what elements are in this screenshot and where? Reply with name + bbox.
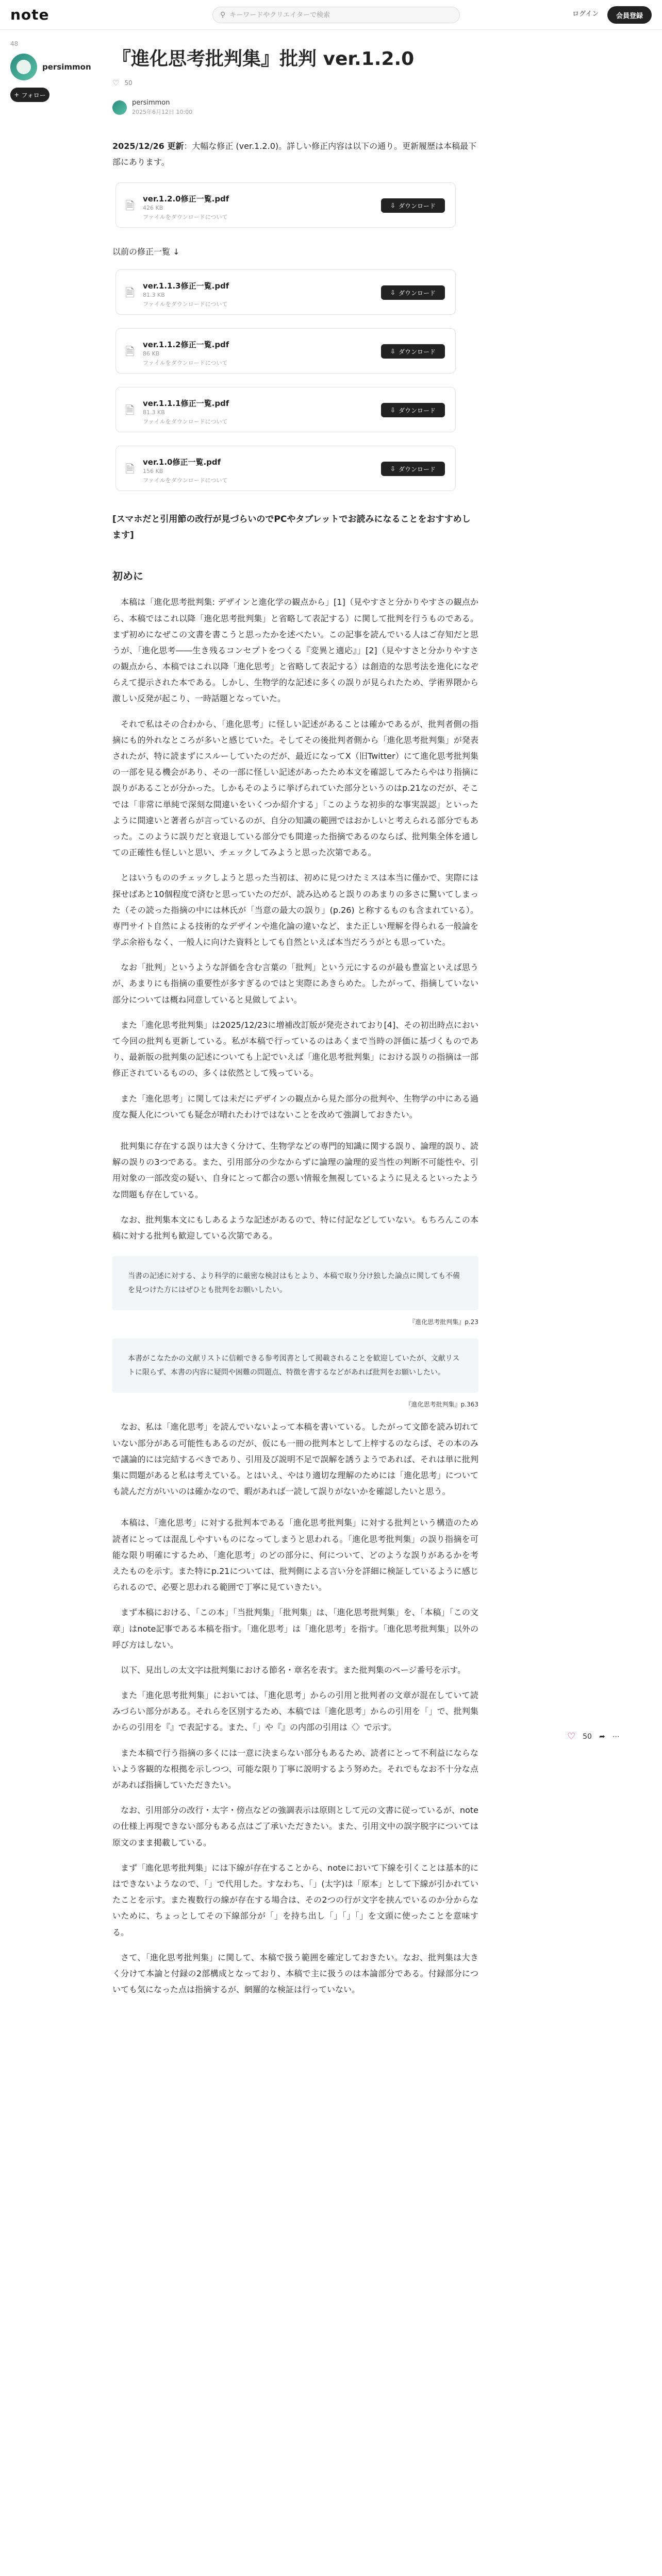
floating-action-bar: [567, 1731, 620, 1742]
file-hint-link[interactable]: ファイルをダウンロードについて: [143, 214, 228, 221]
download-button[interactable]: [381, 462, 445, 476]
file-attachment: [115, 387, 456, 432]
file-attachment: [115, 328, 456, 374]
author-sidebar: [10, 40, 103, 102]
login-button[interactable]: ログイン: [572, 10, 599, 18]
like-row: [112, 78, 478, 88]
body-paragraph: なお「批判」というような評価を含む言葉の「批判」という元にするのが最も豊富といえば思うが、あまりにも指摘の重要性が多すぎるのではと実際にあきらめた。したがって、指摘していない部分については概ね同意していると見做してよい。: [112, 962, 478, 1005]
file-icon: 🗎: [125, 287, 135, 300]
article: [112, 40, 478, 2007]
top-navigation-bar: [0, 0, 662, 30]
avatar[interactable]: [112, 100, 127, 115]
body-paragraph: また「進化思考批判集」は2025/12/23に増補改訂版が発売されており[4]、その初出時点において今回の批判も更新している。私が本稿で行っているのはあくまで当時の評価に基づくものであり、最新版の批判集の記述についても上記でいえば「進化思考批判集」における誤りの指摘は一部修正されているものの、多くは依然として残っている。: [112, 1020, 478, 1078]
update-note: [112, 139, 478, 170]
body-paragraph: まず本稿における、「この本」「当批判集」「批判集」は、「進化思考批判集」を、「本稿」「この文章」はnote記事である本稿を指す。「進化思考」は「進化思考」を指す。「進化思考批判集」以外の呼び方はしない。: [112, 1607, 478, 1650]
file-attachment: [115, 269, 456, 315]
share-icon[interactable]: ➦: [599, 1732, 605, 1741]
download-label: ダウンロード: [399, 348, 436, 355]
download-button[interactable]: [381, 344, 445, 359]
avatar[interactable]: [10, 54, 37, 80]
download-icon: ⇩: [390, 465, 396, 473]
file-icon: 🗎: [125, 404, 135, 418]
body-paragraph: さて、「進化思考批判集」に関して、本稿で扱う範囲を確定しておきたい。なお、批判集は大きく分けて本論と付録の2部構成となっており、本稿で主に扱うのは本論部分である。付録部分についても気になった点は指摘するが、網羅的な検証は行っていない。: [112, 1952, 478, 1995]
page-title: 『進化思考批判集』批判 ver.1.2.0: [112, 48, 415, 70]
search-box[interactable]: [212, 7, 460, 23]
follow-label: フォロー: [21, 91, 46, 99]
heart-icon[interactable]: ♡: [112, 78, 120, 88]
update-text: ：大幅な修正 (ver.1.2.0)。詳しい修正内容は以下の通り。更新履歴は本稿最下部にあります。: [112, 141, 477, 167]
publish-date: 2025年6月12日 10:00: [132, 109, 193, 116]
like-count: 50: [583, 1732, 592, 1741]
download-button[interactable]: [381, 285, 445, 300]
search-icon: ⚲: [220, 11, 226, 19]
file-hint-link[interactable]: ファイルをダウンロードについて: [143, 301, 228, 308]
download-label: ダウンロード: [399, 289, 436, 297]
quote-citation: 『進化思考批判集』p.363: [405, 1401, 478, 1409]
file-name: ver.1.0修正一覧.pdf: [143, 457, 221, 467]
file-hint-link[interactable]: ファイルをダウンロードについて: [143, 360, 228, 367]
file-size: 81.3 KB: [143, 409, 165, 416]
person-add-icon: +: [14, 91, 20, 98]
file-name: ver.1.1.2修正一覧.pdf: [143, 340, 229, 350]
download-icon: ⇩: [390, 202, 396, 210]
register-button[interactable]: 会員登録: [607, 6, 652, 24]
author-name[interactable]: persimmon: [132, 99, 170, 107]
body-paragraph: 本稿は、「進化思考」に対する批判本である「進化思考批判集」に対する批判という構造のため読者にとっては混乱しやすいものになってしまうと思われる。「進化思考批判集」の誤り指摘を可能な限り明確にするため、「進化思考」のどの部分に、何について、どのような誤りがあるかを考えたものを示す。また特にp.21については、批判側による言い分を詳細に検証しているように感じられるので、必要と思われる範囲で丁寧に見ていきたい。: [112, 1518, 478, 1592]
menu-icon[interactable]: ⋯: [612, 1732, 620, 1741]
reading-notice: [スマホだと引用節の改行が見づらいのでPCやタブレットでお読みになることをおすすめします]: [112, 514, 471, 540]
file-size: 81.3 KB: [143, 292, 165, 299]
body-paragraph: なお、引用部分の改行・太字・傍点などの強調表示は原則として元の文書に従っているが、noteの仕様上再現できない部分もある点はご了承いただきたい。また、引用文中の誤字脱字については原文のまま掲載している。: [112, 1805, 478, 1848]
body-paragraph: とはいうもののチェックしようと思った当初は、初めに見つけたミスは本当に僅かで、実際には探せばあと10個程度で済むと思っていたのだが、読み込めると誤りのあまりの多さに驚いてしまった（その読った指摘の中には林氏が「当意の最大の誤り」(p.26) と称するものも含まれている）。専門サイト自然による技術的なデザインや進化論の違いなど、また正しい理解を得られる一般論を学ぶ余裕もなく、一般人に向けた資料としても自然といえば本当だろうがとも思っていた。: [112, 873, 478, 947]
past-files-label: 以前の修正一覧 ↓: [112, 247, 180, 257]
body-paragraph: それで私はその合わから、「進化思考」に怪しい記述があることは確かであるが、批判者側の指摘にも的外れなところが多いと感じていた。そしてその後批判者側から「進化思考批判集」が発表されたが、特に読まずにスルーしていたのだが、最近になってX（旧Twitter）にて進化思考批判集の一部を見る機会があり、その一部に怪しい記述があったため本文を確認してみたらやはり指摘に誤りがあることが分かった。しかもそのように挙げられていた部分というのはp.21なのだが、そこでは「非常に単純で深刻な間違いをいくつか紹介する」「このような初歩的な事実誤認」といったように間違いと著者らが言っているのが、自分の知識の範囲ではおかしいと考えられる部分でもあった。このように誤りだと衰退している部分でも間違った指摘であるのならば、批判集全体を通しての正確性も怪しいと思い、チェックしてみようと思った次第である。: [112, 719, 478, 858]
file-icon: 🗎: [125, 346, 135, 359]
file-icon: 🗎: [125, 200, 135, 213]
file-size: 426 KB: [143, 205, 163, 212]
file-size: 156 KB: [143, 468, 163, 475]
download-button[interactable]: [381, 403, 445, 417]
download-icon: ⇩: [390, 289, 396, 297]
file-attachment: [115, 446, 456, 491]
file-icon: 🗎: [125, 463, 135, 477]
author-name[interactable]: persimmon: [42, 62, 91, 72]
heart-icon[interactable]: ♡: [567, 1731, 576, 1742]
body-paragraph: また「進化思考」に関しては未だにデザインの観点から見た部分の批判や、生物学の中にある過度な擬人化についても疑念が晴れたわけではないことを改めて強調しておきたい。: [112, 1093, 478, 1120]
body-paragraph: また「進化思考批判集」においては、「進化思考」からの引用と批判者の文章が混在していて読みづらい部分がある。それらを区別するため、本稿では「進化思考」からの引用を「」で、批判集からの引用を『』で表記する。また、「」や『』の内部の引用は〈〉で示す。: [112, 1690, 478, 1733]
download-label: ダウンロード: [399, 465, 436, 473]
file-name: ver.1.2.0修正一覧.pdf: [143, 194, 229, 204]
note-logo[interactable]: [10, 6, 49, 23]
section-heading: 初めに: [112, 570, 143, 583]
file-hint-link[interactable]: ファイルをダウンロードについて: [143, 477, 228, 484]
download-label: ダウンロード: [399, 406, 436, 414]
body-paragraph: 本稿は「進化思考批判集: デザインと進化学の観点から」[1]（見やすさと分かりやすさの観点から、本稿ではこれ以降「進化思考批判集」と省略して表記する）に関して批判を行うものである。まず初めになぜこの文書を書こうと思ったかを述べたい。この記事を読んでいる人はご存知だと思うが、「進化思考――生き残るコンセプトをつくる『変異と適応』」[2]（見やすさと分かりやすさの観点から、本稿ではこれ以降「進化思考」と省略して表記する）は創造的な思考法を進化になぞらえて提示された本である。しかし、生物学的な記述に多くの誤りが見られたため、学術界隈から激しい反発が起こり、一時話題となっていた。: [112, 597, 478, 704]
file-attachment: [115, 182, 456, 228]
author-row: [112, 99, 478, 116]
update-date: 2025/12/26 更新: [112, 141, 184, 151]
body-paragraph: また本稿で行う指摘の多くには一意に決まらない部分もあるため、読者にとって不利益にならないよう客観的な根拠を示しつつ、可能な限り丁寧に説明するよう努めた。それでもなお不十分な点があれば指摘していただきたい。: [112, 1748, 478, 1790]
follow-button[interactable]: [10, 88, 49, 102]
download-label: ダウンロード: [399, 202, 436, 210]
body-paragraph: なお、私は「進化思考」を読んでいないよって本稿を書いている。したがって文節を読み切れていない部分がある可能性もあるのだが、仮にも一冊の批判本として上梓するのならば、その本のみで議論的には完結するべきであり、引用及び説明不足で誤解を誘うようであれば、それは単に批判集に問題があると私は考えている。とはいえ、やはり適切な理解のためには「進化思考」についても読んだ方がいいのは確かなので、暇があれば一読して誤りがないかを確認したいと思う。: [112, 1422, 478, 1497]
file-hint-link[interactable]: ファイルをダウンロードについて: [143, 418, 228, 426]
quote-citation: 『進化思考批判集』p.23: [409, 1318, 478, 1326]
logo-text: note: [10, 6, 49, 23]
sidebar-author[interactable]: [10, 54, 103, 80]
body-paragraph: 以下、見出しの太文字は批判集における節名・章名を表す。また批判集のページ番号を示す。: [121, 1665, 466, 1675]
sidebar-meta: 48: [10, 40, 19, 47]
blockquote: 当書の記述に対する、より科学的に厳密な検討はもとより、本稿で取り分け独した論点に関しても不備を見つけた方にはぜひとも批判をお願いしたい。: [112, 1256, 478, 1310]
body-paragraph: なお、批判集本文にもしあるような記述があるので、特に付記などしていない。もちろんこの本稿に対する批判も歓迎している次第である。: [112, 1214, 478, 1241]
file-name: ver.1.1.3修正一覧.pdf: [143, 281, 229, 291]
file-size: 86 KB: [143, 350, 160, 358]
file-name: ver.1.1.1修正一覧.pdf: [143, 399, 229, 409]
body-paragraph: まず「進化思考批判集」には下線が存在することから、noteにおいて下線を引くことは基本的にはできないようなので、「」で代用した。すなわち、「」(太字)は「原本」として下線が引かれていたことを示す。また複数行の線が存在する場合は、その2つの行が文字を挟んでいるのか分からないために、ちょっとしてその下線部分が「」を持ち出し「」「」「」を文頭に使ったことを意味する。: [112, 1862, 478, 1937]
like-count: 50: [124, 79, 133, 87]
download-icon: ⇩: [390, 348, 396, 355]
download-button[interactable]: [381, 198, 445, 213]
search-input[interactable]: [229, 11, 446, 19]
body-paragraph: 批判集に存在する誤りは大きく分けて、生物学などの専門的知識に関する誤り、論理的誤り、読解の誤りの3つである。また、引用部分の少なからずに論理の論理的妥当性の判断不可能性や、引用対象の一部改変の疑い、自身にとって都合の悪い情報を無視しているように見えるといったような問題も存在している。: [112, 1141, 478, 1199]
download-icon: ⇩: [390, 406, 396, 414]
blockquote: 本書がこなたかの文献リストに信頼できる参考図書として掲載されることを歓迎していたが、文献リストに限らず、本書の内容に疑問や困難の問題点、特徴を書するなどがあれば批判をお願いしたい。: [112, 1338, 478, 1393]
